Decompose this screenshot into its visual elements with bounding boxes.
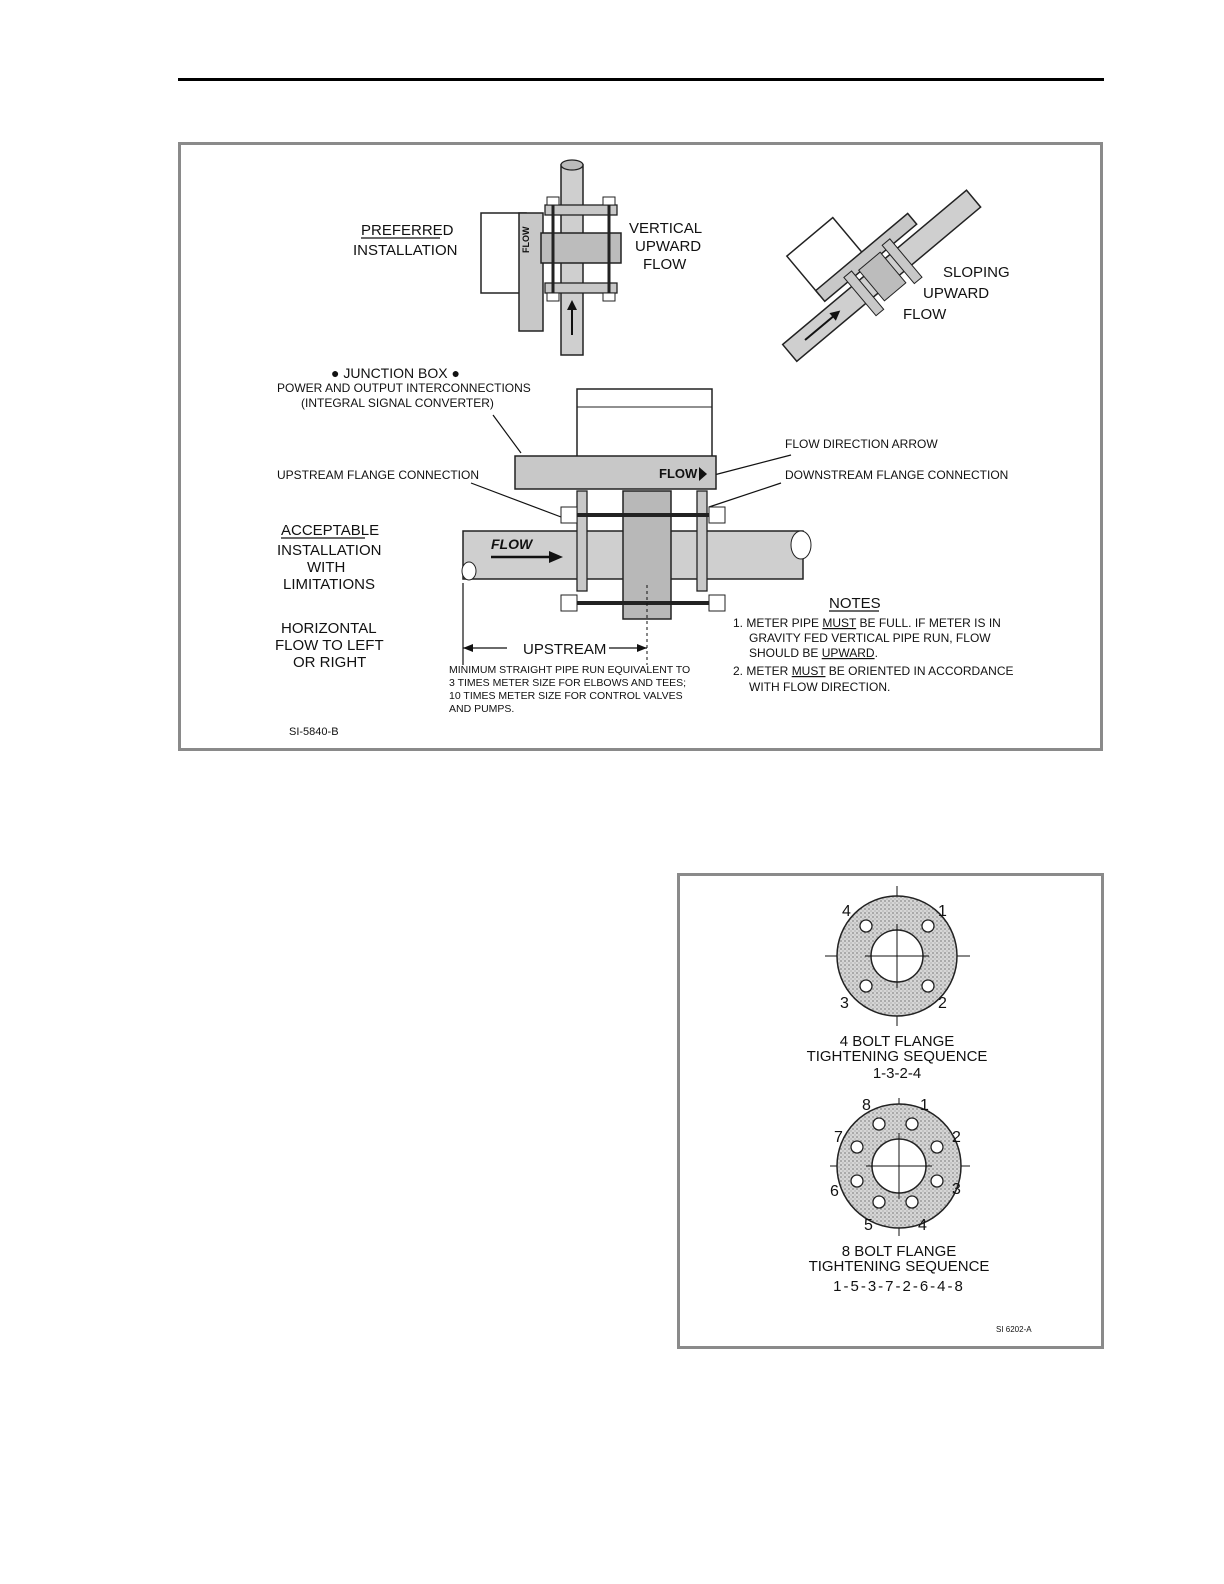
note-2-line1: 2. METER MUST BE ORIENTED IN ACCORDANCE [733,664,1014,678]
note-1-line2: GRAVITY FED VERTICAL PIPE RUN, FLOW [749,631,991,645]
horizontal-line2: FLOW TO LEFT [275,637,384,654]
note-1-line3: SHOULD BE UPWARD. [749,646,878,660]
upstream-label: UPSTREAM [523,641,607,658]
junction-box-title: ● JUNCTION BOX ● [331,365,460,381]
four-bolt-subtitle: TIGHTENING SEQUENCE [806,1048,988,1065]
eight-bolt-flange [830,1098,970,1236]
bolt-hole [906,1118,918,1130]
acceptable-line1: INSTALLATION [277,542,382,559]
four-bolt-title: 4 BOLT FLANGE [839,1033,955,1050]
horizontal-line3: OR RIGHT [293,654,367,671]
sloping-meter-drawing [741,140,991,373]
bolt-number: 4 [918,1217,927,1234]
upstream-flange-label: UPSTREAM FLANGE CONNECTION [277,468,480,482]
min-run-line3: 10 TIMES METER SIZE FOR CONTROL VALVES [449,690,683,702]
note-1-must: MUST [822,616,857,630]
bolt-number: 3 [840,995,849,1012]
bolt-number: 3 [952,1181,961,1198]
bolt-number: 5 [864,1217,873,1234]
junction-box-line1: POWER AND OUTPUT INTERCONNECTIONS [277,381,531,395]
acceptable-line3: LIMITATIONS [283,576,375,593]
vertical-line3: FLOW [643,256,687,273]
bolt-hole [873,1118,885,1130]
bolt-number: 2 [952,1129,961,1146]
bolt-number: 7 [834,1129,843,1146]
flange-sequence-diagram [680,876,1107,1352]
note-1-upward: UPWARD [821,646,875,660]
bolt-number: 1 [920,1097,929,1114]
preferred-subtitle: INSTALLATION [353,242,458,259]
bolt-number: 1 [938,903,947,920]
vertical-line1: VERTICAL [629,220,703,237]
bolt-hole [922,920,934,932]
sloping-line3: FLOW [903,306,947,323]
bolt-hole [851,1175,863,1187]
acceptable-line2: WITH [307,559,346,576]
horizontal-meter-drawing [462,389,811,619]
acceptable-title: ACCEPTABLE [281,522,380,539]
bolt-hole [931,1141,943,1153]
bolt-hole [860,920,872,932]
note-1-line1: 1. METER PIPE MUST BE FULL. IF METER IS IN [733,616,1001,630]
bolt-hole [922,980,934,992]
bolt-hole [851,1141,863,1153]
flange-sequence-figure [677,873,1104,1349]
bolt-number: 2 [938,995,947,1012]
eight-bolt-subtitle: TIGHTENING SEQUENCE [808,1258,990,1275]
figure1-code: SI-5840-B [289,726,339,738]
bolt-number: 8 [862,1097,871,1114]
note-2-must: MUST [791,664,826,678]
figure2-code: SI 6202-A [996,1325,1032,1334]
bolt-hole [860,980,872,992]
min-run-line4: AND PUMPS. [449,703,515,715]
vertical-flow-mark: FLOW [521,226,531,253]
vertical-line2: UPWARD [635,238,702,255]
vertical-meter-drawing [481,160,621,355]
pipe-flow-mark: FLOW [491,536,533,552]
bolt-number: 4 [842,903,851,920]
bolt-hole [873,1196,885,1208]
bolt-hole [931,1175,943,1187]
preferred-title: PREFERRED [361,222,454,239]
four-bolt-sequence: 1-3-2-4 [872,1065,922,1082]
installation-figure [178,142,1103,751]
bolt-hole [906,1196,918,1208]
min-run-line2: 3 TIMES METER SIZE FOR ELBOWS AND TEES; [449,677,687,689]
bolt-number: 6 [830,1183,839,1200]
eight-bolt-sequence: 1-5-3-7-2-6-4-8 [833,1278,965,1295]
installation-diagram [181,145,1106,754]
note-2-line2: WITH FLOW DIRECTION. [749,680,891,694]
flow-direction-arrow-label: FLOW DIRECTION ARROW [785,437,938,451]
junction-box-line2: (INTEGRAL SIGNAL CONVERTER) [301,396,494,410]
min-run-line1: MINIMUM STRAIGHT PIPE RUN EQUIVALENT TO [449,664,691,676]
sloping-line1: SLOPING [943,264,1010,281]
eight-bolt-title: 8 BOLT FLANGE [841,1243,957,1260]
sloping-line2: UPWARD [923,285,990,302]
notes-title: NOTES [829,595,881,612]
header-rule [178,78,1104,81]
horizontal-line1: HORIZONTAL [281,620,377,637]
meter-flow-mark: FLOW [659,466,698,481]
downstream-flange-label: DOWNSTREAM FLANGE CONNECTION [785,468,1009,482]
